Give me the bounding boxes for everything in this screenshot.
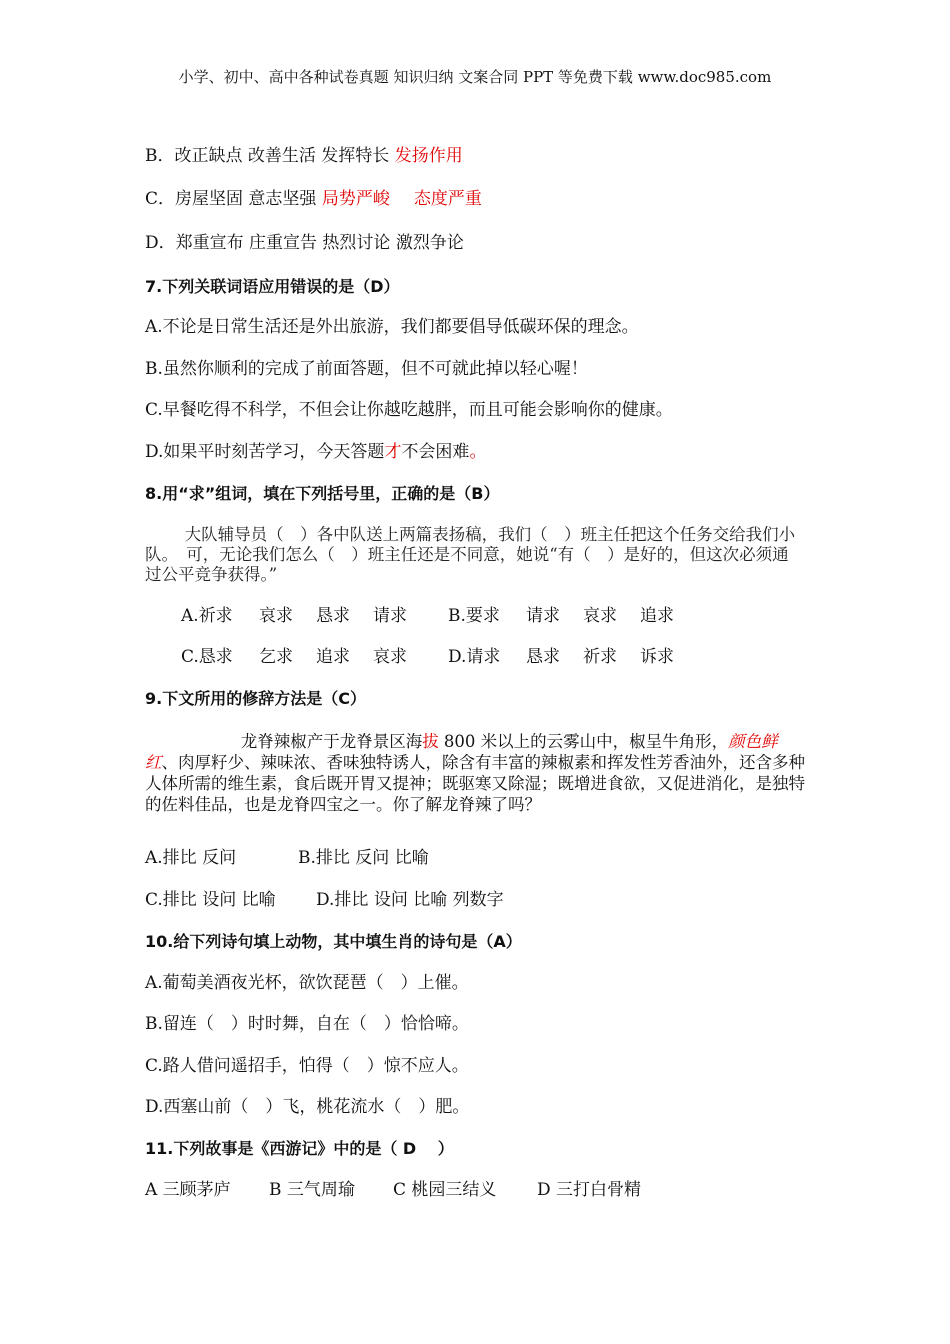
q7-option-d xyxy=(145,441,486,463)
q8-c-4: 哀求 xyxy=(373,647,407,667)
q6-option-c-red2: 态度严重 xyxy=(413,189,482,209)
q8-b-1: B.要求 xyxy=(448,606,500,626)
q7-option-d-red-end: 。 xyxy=(469,442,487,462)
q8-passage-text: 大队辅导员（ ）各中队送上两篇表扬稿，我们（ ）班主任把这个任务交给我们小队。 可，无论我们怎么（ ）班主任还是不同意，她说“有（ ）是好的，但这次必须通过公平竞争获得。” xyxy=(145,525,796,584)
q7-option-d-red: 才 xyxy=(384,442,402,462)
q9-option-b: B.排比 反问 比喻 xyxy=(298,848,429,868)
q7-option-d-post: 不会困难 xyxy=(401,442,470,462)
q10-option-d: D.西塞山前（ ）飞，桃花流水（ ）肥。 xyxy=(145,1097,470,1117)
page-header: 小学、初中、高中各种试卷真题 知识归纳 文案合同 PPT 等免费下载 www.doc985.com xyxy=(178,68,772,86)
q11-title: 11.下列故事是《西游记》中的是（ D ） xyxy=(145,1139,454,1158)
q8-a-2: 哀求 xyxy=(259,606,293,626)
q9-passage-part2: 800 米以上的云雾山中，椒呈牛角形， xyxy=(438,732,729,751)
q7-option-b: B.虽然你顺利的完成了前面答题，但不可就此掉以轻心喔！ xyxy=(145,359,588,379)
q6-option-c-red1: 局势严峻 xyxy=(321,189,390,209)
q10-option-b: B.留连（ ）时时舞，自在（ ）恰恰啼。 xyxy=(145,1014,469,1034)
q8-options-cd xyxy=(181,646,674,668)
q8-a-1: A.祈求 xyxy=(181,606,233,626)
q8-d-4: 诉求 xyxy=(640,647,674,667)
q6-option-b xyxy=(145,145,463,167)
q8-c-2: 乞求 xyxy=(259,647,293,667)
q9-passage-red2: 颜色鲜红 xyxy=(145,732,778,772)
q9-options-ab xyxy=(145,847,429,869)
q9-passage-part3: 、肉厚籽少、辣味浓、香味独特诱人，除含有丰富的辣椒素和挥发性芳香油外，还含多种人体所需的维生素，食后既开胃又提神；既驱寒又除湿；既增进食欲，又促进消化，是独特的佐料佳品，也是龙脊四宝之一。你了解龙脊辣了吗？ xyxy=(145,753,805,814)
q8-c-1: C.恳求 xyxy=(181,647,233,667)
q6-option-b-text: B．改正缺点 改善生活 发挥特长 xyxy=(145,146,395,166)
q8-options-ab xyxy=(181,605,674,627)
q6-option-b-red: 发扬作用 xyxy=(394,146,463,166)
q9-option-a: A.排比 反问 xyxy=(145,848,237,868)
q11-option-d: D 三打白骨精 xyxy=(537,1180,642,1200)
q11-option-c: C 桃园三结义 xyxy=(393,1180,497,1200)
q6-option-c-text: C．房屋坚固 意志坚强 xyxy=(145,189,322,209)
q8-a-3: 恳求 xyxy=(316,606,350,626)
q9-passage-red1: 拔 xyxy=(422,732,439,751)
q8-d-2: 恳求 xyxy=(526,647,560,667)
q11-option-b: B 三气周瑜 xyxy=(269,1180,355,1200)
q6-option-c xyxy=(145,188,482,210)
q7-title: 7.下列关联词语应用错误的是（D） xyxy=(145,277,400,296)
q7-option-c: C.早餐吃得不科学，不但会让你越吃越胖，而且可能会影响你的健康。 xyxy=(145,400,673,420)
q8-b-3: 哀求 xyxy=(583,606,617,626)
q10-option-a: A.葡萄美酒夜光杯，欲饮琵琶（ ）上催。 xyxy=(145,973,469,993)
q9-passage-text xyxy=(145,731,805,815)
q7-option-d-text: D.如果平时刻苦学习，今天答题 xyxy=(145,442,385,462)
q8-d-1: D.请求 xyxy=(448,647,501,667)
q9-passage xyxy=(145,731,805,815)
q8-passage xyxy=(145,525,805,585)
q8-title: 8.用“求”组词，填在下列括号里，正确的是（B） xyxy=(145,484,500,503)
q7-option-a: A.不论是日常生活还是外出旅游，我们都要倡导低碳环保的理念。 xyxy=(145,317,639,337)
q9-passage-part1: 龙脊辣椒产于龙脊景区海 xyxy=(240,732,423,751)
q10-title: 10.给下列诗句填上动物，其中填生肖的诗句是（A） xyxy=(145,932,522,951)
q8-c-3: 追求 xyxy=(316,647,350,667)
q9-option-c: C.排比 设问 比喻 xyxy=(145,890,276,910)
q8-a-4: 请求 xyxy=(373,606,407,626)
q11-options xyxy=(145,1179,641,1201)
q9-title: 9.下文所用的修辞方法是（C） xyxy=(145,689,366,708)
q8-b-4: 追求 xyxy=(640,606,674,626)
q10-option-c: C.路人借问遥招手，怕得（ ）惊不应人。 xyxy=(145,1056,469,1076)
q8-d-3: 祈求 xyxy=(583,647,617,667)
q9-options-cd xyxy=(145,889,504,911)
q9-option-d: D.排比 设问 比喻 列数字 xyxy=(316,890,504,910)
q6-option-d: D．郑重宣布 庄重宣告 热烈讨论 激烈争论 xyxy=(145,233,464,253)
q11-option-a: A 三顾茅庐 xyxy=(145,1180,231,1200)
q8-b-2: 请求 xyxy=(526,606,560,626)
